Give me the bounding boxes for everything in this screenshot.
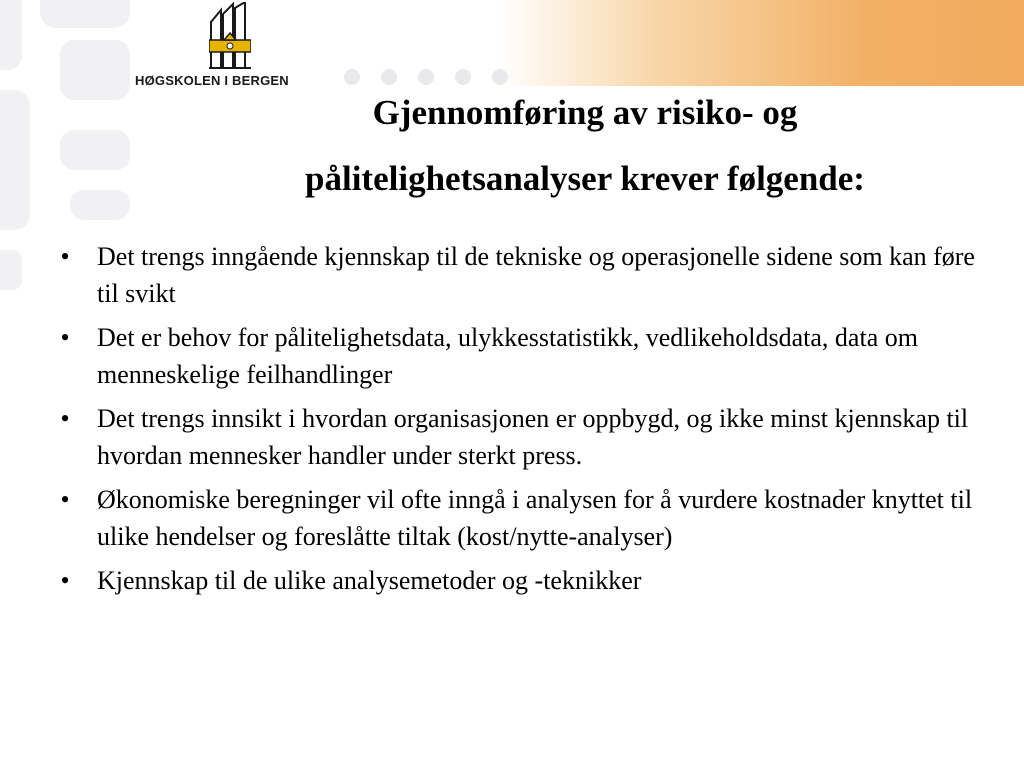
list-item <box>55 319 985 393</box>
decorative-shape <box>40 0 130 28</box>
bullet-text: Det trengs innsikt i hvordan organisasjonen er oppbygd, og ikke minst kjennskap til hvordan mennesker handler under sterkt press. <box>97 404 969 470</box>
decorative-shape <box>0 0 22 70</box>
decorative-shape <box>0 90 30 230</box>
decorative-shape <box>60 130 130 170</box>
decorative-shape <box>0 250 22 290</box>
title-line-1: Gjennomføring av risiko- og <box>372 93 798 132</box>
bullet-text: Kjennskap til de ulike analysemetoder og -teknikker <box>97 566 642 595</box>
list-item <box>55 481 985 555</box>
bullet-marker: • <box>60 485 70 514</box>
header-banner <box>500 0 1024 86</box>
decorative-shape <box>60 40 130 100</box>
bullet-marker: • <box>60 323 70 352</box>
bullet-list <box>55 238 985 606</box>
decorative-shape <box>70 190 130 220</box>
list-item <box>55 400 985 474</box>
bullet-text: Det er behov for pålitelighetsdata, ulykkesstatistikk, vedlikeholdsdata, data om menneskelige feilhandlinger <box>97 323 918 389</box>
title-line-2: pålitelighetsanalyser krever følgende: <box>305 159 865 198</box>
list-item <box>55 562 985 599</box>
bullet-text: Det trengs inngående kjennskap til de tekniske og operasjonelle sidene som kan føre til svikt <box>97 242 975 308</box>
school-building-icon <box>209 2 251 70</box>
school-name: HØGSKOLEN I BERGEN <box>135 73 289 88</box>
list-item <box>55 238 985 312</box>
bullet-text: Økonomiske beregninger vil ofte inngå i analysen for å vurdere kostnader knyttet til ulike hendelser og foreslåtte tiltak (kost/nytte-analyser) <box>97 485 973 551</box>
bullet-marker: • <box>60 404 70 433</box>
slide-title <box>170 80 1000 212</box>
school-logo <box>135 2 335 92</box>
bullet-marker: • <box>60 242 70 271</box>
bullet-marker: • <box>60 566 70 595</box>
